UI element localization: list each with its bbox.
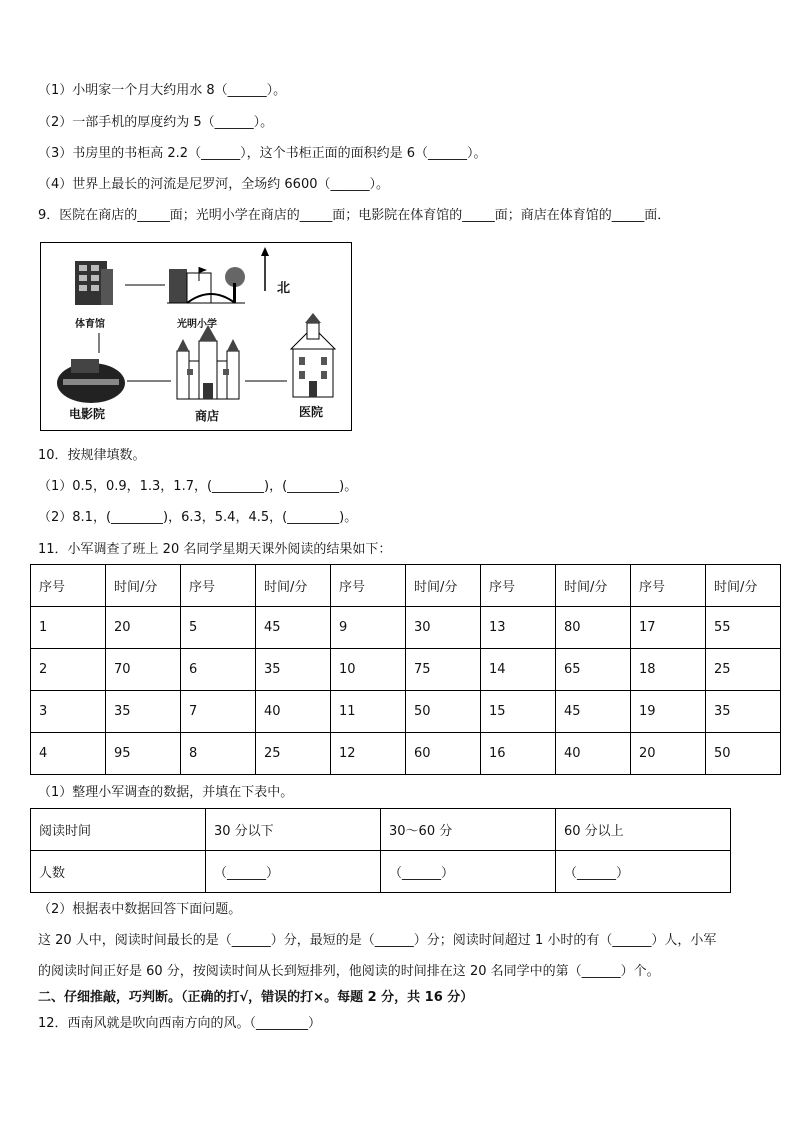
table-cell: 35 [706, 691, 781, 733]
table-row [31, 851, 731, 893]
table-cell: 5 [181, 607, 256, 649]
question-12: 12．西南风就是吹向西南方向的风。（________） [38, 1016, 322, 1031]
q8-item-3: （3）书房里的书柜高 2.2（______），这个书柜正面的面积约是 6（______）。 [38, 146, 487, 161]
summary-table [30, 808, 731, 893]
table-header-cell: 序号 [31, 565, 106, 607]
table-cell: 18 [631, 649, 706, 691]
table-cell: 95 [106, 733, 181, 775]
table-header-cell: 时间/分 [556, 565, 631, 607]
table-cell: 16 [481, 733, 556, 775]
table-cell: 80 [556, 607, 631, 649]
answer-blank[interactable]: （______） [206, 851, 381, 893]
gym-label: 体育馆 [75, 319, 105, 330]
gym-icon [75, 261, 113, 305]
hospital-label: 医院 [299, 405, 324, 419]
school-icon [167, 267, 245, 303]
q11-paragraph-line-2: 的阅读时间正好是 60 分，按阅读时间从长到短排列，他阅读的时间排在这 20 名同学中的第（______）个。 [38, 964, 660, 979]
table-cell: 40 [556, 733, 631, 775]
table-cell: 75 [406, 649, 481, 691]
table-cell: 1 [31, 607, 106, 649]
survey-table [30, 564, 781, 775]
table-cell: 20 [106, 607, 181, 649]
table-cell: 45 [556, 691, 631, 733]
direction-map-figure [40, 242, 352, 431]
q11-part-2: （2）根据表中数据回答下面问题。 [38, 902, 242, 917]
table-cell: 35 [106, 691, 181, 733]
table-cell: 35 [256, 649, 331, 691]
table-cell: 20 [631, 733, 706, 775]
table-cell: 17 [631, 607, 706, 649]
table-cell: 45 [256, 607, 331, 649]
table-cell: 25 [706, 649, 781, 691]
table-cell: 50 [706, 733, 781, 775]
table-cell: 9 [331, 607, 406, 649]
table-cell: 19 [631, 691, 706, 733]
table-cell: 12 [331, 733, 406, 775]
table-header-cell: 30 分以下 [206, 809, 381, 851]
table-header-cell: 序号 [481, 565, 556, 607]
table-header-cell: 时间/分 [256, 565, 331, 607]
table-header-cell: 60 分以上 [556, 809, 731, 851]
table-header-row [31, 809, 731, 851]
q8-item-2: （2）一部手机的厚度约为 5（______）。 [38, 115, 274, 130]
table-row [31, 691, 781, 733]
table-cell: 65 [556, 649, 631, 691]
table-row [31, 607, 781, 649]
table-cell: 人数 [31, 851, 206, 893]
table-header-cell: 阅读时间 [31, 809, 206, 851]
question-10: 10．按规律填数。 [38, 448, 146, 463]
table-cell: 6 [181, 649, 256, 691]
question-11: 11．小军调查了班上 20 名同学星期天课外阅读的结果如下： [38, 542, 392, 557]
table-cell: 15 [481, 691, 556, 733]
table-cell: 8 [181, 733, 256, 775]
table-cell: 2 [31, 649, 106, 691]
store-label: 商店 [195, 409, 220, 423]
school-label: 光明小学 [177, 319, 217, 330]
table-cell: 4 [31, 733, 106, 775]
q8-item-4: （4）世界上最长的河流是尼罗河，全场约 6600（______）。 [38, 177, 389, 192]
table-cell: 30 [406, 607, 481, 649]
q10-item-1: （1）0.5，0.9，1.3，1.7，(________)，(________)。 [38, 479, 358, 494]
table-cell: 7 [181, 691, 256, 733]
table-cell: 50 [406, 691, 481, 733]
table-header-cell: 时间/分 [706, 565, 781, 607]
table-cell: 11 [331, 691, 406, 733]
table-cell: 13 [481, 607, 556, 649]
table-cell: 3 [31, 691, 106, 733]
table-cell: 14 [481, 649, 556, 691]
answer-blank[interactable]: （______） [381, 851, 556, 893]
table-cell: 40 [256, 691, 331, 733]
table-header-cell: 30～60 分 [381, 809, 556, 851]
table-cell: 55 [706, 607, 781, 649]
cinema-icon [57, 359, 125, 403]
table-row [31, 649, 781, 691]
answer-blank[interactable]: （______） [556, 851, 731, 893]
store-icon [177, 325, 239, 399]
q8-item-1: （1）小明家一个月大约用水 8（______）。 [38, 83, 287, 98]
north-label: 北 [277, 281, 291, 296]
hospital-icon [291, 313, 335, 397]
table-header-cell: 时间/分 [106, 565, 181, 607]
cinema-label: 电影院 [69, 407, 106, 421]
q11-part-1: （1）整理小军调查的数据，并填在下表中。 [38, 785, 294, 800]
table-header-cell: 序号 [631, 565, 706, 607]
table-cell: 25 [256, 733, 331, 775]
q10-item-2: （2）8.1，(________)，6.3，5.4，4.5，(________)。 [38, 510, 358, 525]
table-header-cell: 序号 [181, 565, 256, 607]
table-row [31, 733, 781, 775]
table-header-cell: 序号 [331, 565, 406, 607]
table-cell: 10 [331, 649, 406, 691]
q11-paragraph-line-1: 这 20 人中，阅读时间最长的是（______）分，最短的是（______）分；阅读时间超过 1 小时的有（______）人，小军 [38, 933, 717, 948]
section-2-heading: 二、仔细推敲，巧判断。（正确的打√，错误的打×。每题 2 分，共 16 分） [38, 990, 474, 1005]
question-9: 9．医院在商店的_____面；光明小学在商店的_____面；电影院在体育馆的_____面；商店在体育馆的_____面． [38, 208, 671, 223]
table-cell: 70 [106, 649, 181, 691]
table-header-cell: 时间/分 [406, 565, 481, 607]
table-cell: 60 [406, 733, 481, 775]
table-header-row [31, 565, 781, 607]
